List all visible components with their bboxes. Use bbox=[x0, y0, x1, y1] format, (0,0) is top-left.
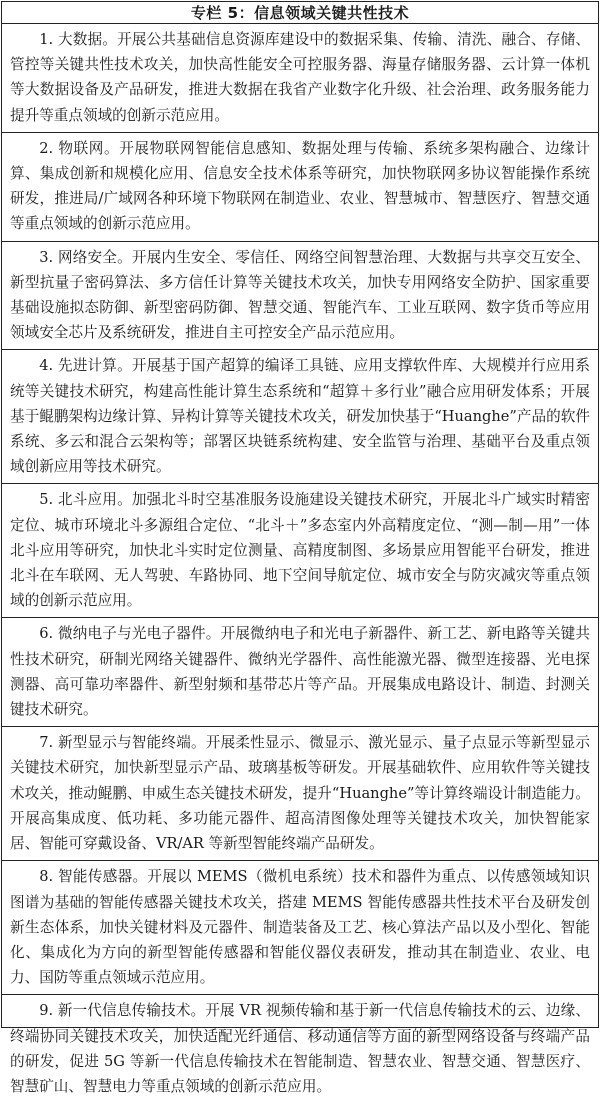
item-network-security: 3. 网络安全。开展内生安全、零信任、网络空间智慧治理、大数据与共享交互安全、新型抗量子密码算法、多方信任计算等关键技术攻关，加快专用网络安全防护、国家重要基础设施拟态防御、新型密码防御、智慧交通、智能汽车、工业互联网、数字货币等应用领域安全芯片及系统研发，推进自主可控安全产品示范应用。 bbox=[2, 242, 598, 351]
item-smart-sensors: 8. 智能传感器。开展以 MEMS（微机电系统）技术和器件为重点、以传感领域知识图谱为基础的智能传感器关键技术攻关，搭建 MEMS 智能传感器共性技术平台及研发创新生态体系，加快关键材料及元器件、制造装备及工艺、核心算法产品以及小型化、智能化、集成化为方向的新型智能传感器和智能仪器仪表研发，推动其在制造业、农业、电力、国防等重点领域示范应用。 bbox=[2, 861, 598, 995]
item-big-data: 1. 大数据。开展公共基础信息资源库建设中的数据采集、传输、清洗、融合、存储、管控等关键共性技术攻关，加快高性能安全可控服务器、海量存储服务器、云计算一体机等大数据设备及产品研发，推进大数据在我省产业数字化升级、社会治理、政务服务能力提升等重点领域的创新示范应用。 bbox=[2, 24, 598, 133]
box-title: 专栏 5：信息领域关键共性技术 bbox=[2, 2, 598, 24]
item-display-terminals: 7. 新型显示与智能终端。开展柔性显示、微显示、激光显示、量子点显示等新型显示关键技术研究，加快新型显示产品、玻璃基板等研发。开展基础软件、应用软件等关键技术攻关，推动鲲鹏、申威生态关键技术研发，提升“Huanghe”等计算终端设计制造能力。开展高集成度、低功耗、多功能元器件、超高清图像处理等关键技术攻关，加快智能家居、智能可穿戴设备、VR/AR 等新型智能终端产品研发。 bbox=[2, 727, 598, 861]
item-micro-nano-electronics: 6. 微纳电子与光电子器件。开展微纳电子和光电子新器件、新工艺、新电路等关键共性技术研究，研制光网络关键器件、微纳光学器件、高性能激光器、微型连接器、光电探测器、高可靠功率器件、新型射频和基带芯片等产品。开展集成电路设计、制造、封测关键技术研究。 bbox=[2, 618, 598, 727]
column-box bbox=[1, 1, 599, 1095]
box-content bbox=[2, 24, 598, 1103]
item-info-transmission: 9. 新一代信息传输技术。开展 VR 视频传输和基于新一代信息传输技术的云、边缘、终端协同关键技术攻关，加快适配光纤通信、移动通信等方面的新型网络设备与终端产品的研发，促进 5G 等新一代信息传输技术在智能制造、智慧农业、智慧交通、智慧医疗、智慧矿山、智慧电力等重点领域的创新示范应用。 bbox=[10, 1002, 590, 1095]
item-advanced-computing: 4. 先进计算。开展基于国产超算的编译工具链、应用支撑软件库、大规模并行应用系统等关键技术研究，构建高性能计算生态系统和“超算＋多行业”融合应用研发体系；开展基于鲲鹏架构边缘计算、异构计算等关键技术攻关，研发加快基于“Huanghe”产品的软件系统、多云和混合云架构等；部署区块链系统构建、安全监管与治理、基础平台及重点领域创新应用等技术研究。 bbox=[2, 350, 598, 484]
item-iot: 2. 物联网。开展物联网智能信息感知、数据处理与传输、系统多架构融合、边缘计算、集成创新和规模化应用、信息安全技术体系等研究，加快物联网多协议智能操作系统研发，推进局/广域网各种环境下物联网在制造业、农业、智慧城市、智慧医疗、智慧交通等重点领域的创新示范应用。 bbox=[2, 133, 598, 242]
item-beidou: 5. 北斗应用。加强北斗时空基准服务设施建设关键技术研究，开展北斗广域实时精密定位、城市环境北斗多源组合定位、“北斗＋”多态室内外高精度定位、“测—制—用”一体北斗应用等研究，加快北斗实时定位测量、高精度制图、多场景应用智能平台研发，推进北斗在车联网、无人驾驶、车路协同、地下空间导航定位、城市安全与防灾减灾等重点领域的创新示范应用。 bbox=[2, 484, 598, 618]
